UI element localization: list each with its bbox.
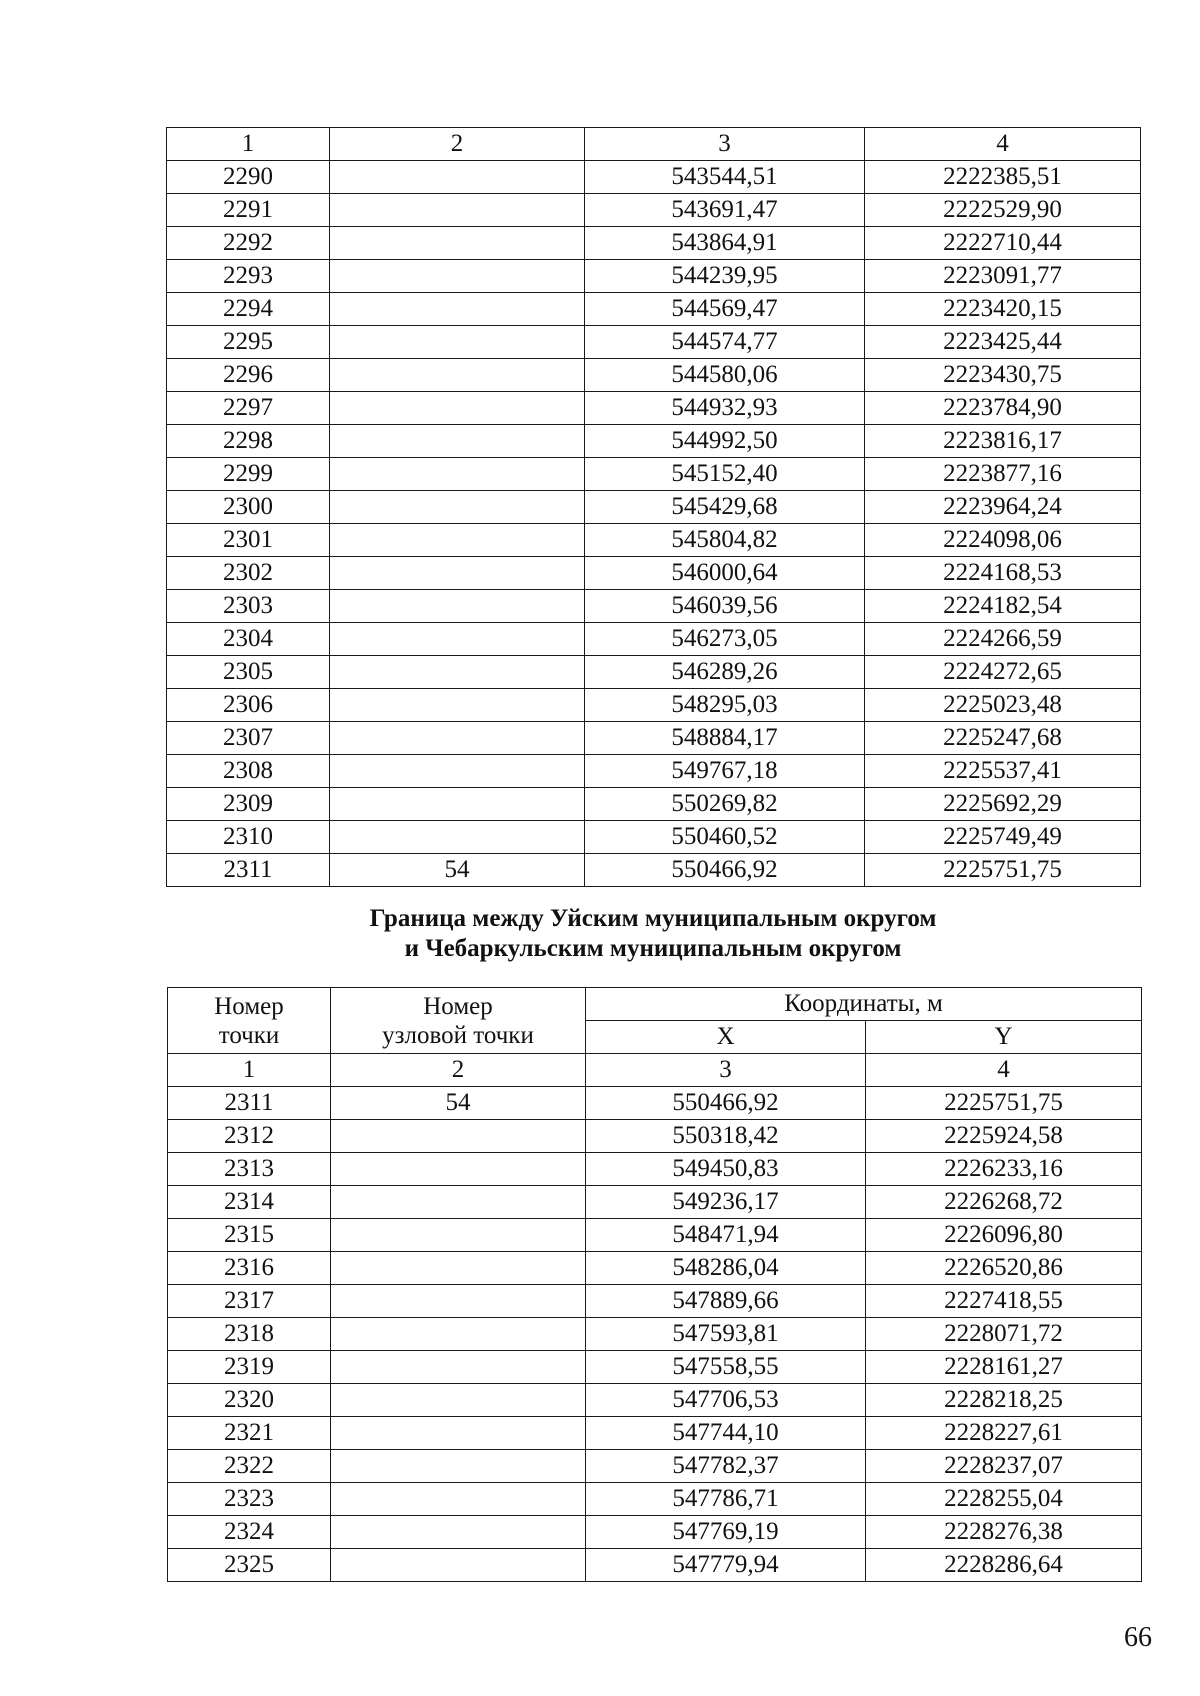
x-coordinate-cell: 547706,53 [586, 1384, 866, 1417]
node-point-cell [331, 1516, 586, 1549]
point-number-cell: 2325 [168, 1549, 331, 1582]
x-coordinate-cell: 547558,55 [586, 1351, 866, 1384]
y-coordinate-cell: 2226233,16 [866, 1153, 1142, 1186]
y-coordinate-cell: 2223430,75 [865, 359, 1141, 392]
x-coordinate-cell: 548884,17 [585, 722, 865, 755]
node-point-cell [330, 425, 585, 458]
x-coordinate-cell: 547889,66 [586, 1285, 866, 1318]
x-coordinate-cell: 547786,71 [586, 1483, 866, 1516]
point-number-cell: 2308 [167, 755, 330, 788]
x-coordinate-cell: 547769,19 [586, 1516, 866, 1549]
node-point-cell [330, 524, 585, 557]
column-number: 3 [585, 128, 865, 161]
y-coordinate-cell: 2228276,38 [866, 1516, 1142, 1549]
node-point-cell [331, 1417, 586, 1450]
point-number-cell: 2310 [167, 821, 330, 854]
table-row [168, 1384, 1142, 1417]
point-number-header: Номер точки [168, 988, 331, 1054]
header-row [168, 988, 1142, 1021]
point-number-cell: 2316 [168, 1252, 331, 1285]
x-header: X [586, 1021, 866, 1054]
node-point-cell [331, 1318, 586, 1351]
point-number-cell: 2295 [167, 326, 330, 359]
table-row [167, 359, 1141, 392]
table-row [167, 854, 1141, 887]
point-number-cell: 2317 [168, 1285, 331, 1318]
table-row [167, 458, 1141, 491]
point-number-cell: 2299 [167, 458, 330, 491]
y-coordinate-cell: 2226520,86 [866, 1252, 1142, 1285]
node-point-cell [331, 1219, 586, 1252]
table-row [167, 293, 1141, 326]
column-number: 4 [865, 128, 1141, 161]
x-coordinate-cell: 549450,83 [586, 1153, 866, 1186]
y-coordinate-cell: 2228218,25 [866, 1384, 1142, 1417]
node-point-cell [330, 557, 585, 590]
x-coordinate-cell: 549767,18 [585, 755, 865, 788]
x-coordinate-cell: 544932,93 [585, 392, 865, 425]
node-point-number-header: Номер узловой точки [331, 988, 586, 1054]
table-row [167, 524, 1141, 557]
table-row [168, 1351, 1142, 1384]
point-number-cell: 2320 [168, 1384, 331, 1417]
x-coordinate-cell: 547782,37 [586, 1450, 866, 1483]
y-coordinate-cell: 2225247,68 [865, 722, 1141, 755]
node-point-cell [330, 656, 585, 689]
y-header: Y [866, 1021, 1142, 1054]
x-coordinate-cell: 546039,56 [585, 590, 865, 623]
node-point-cell [330, 722, 585, 755]
point-number-cell: 2304 [167, 623, 330, 656]
node-point-cell [331, 1549, 586, 1582]
point-number-cell: 2296 [167, 359, 330, 392]
point-number-cell: 2313 [168, 1153, 331, 1186]
node-point-cell [330, 359, 585, 392]
node-point-cell [331, 1153, 586, 1186]
point-number-cell: 2290 [167, 161, 330, 194]
boundary-coordinates-table [167, 987, 1142, 1582]
node-point-cell: 54 [331, 1087, 586, 1120]
node-point-cell [330, 293, 585, 326]
x-coordinate-cell: 543864,91 [585, 227, 865, 260]
node-point-cell [330, 590, 585, 623]
y-coordinate-cell: 2222385,51 [865, 161, 1141, 194]
point-number-cell: 2309 [167, 788, 330, 821]
x-coordinate-cell: 545152,40 [585, 458, 865, 491]
y-coordinate-cell: 2225692,29 [865, 788, 1141, 821]
point-number-cell: 2324 [168, 1516, 331, 1549]
x-coordinate-cell: 550318,42 [586, 1120, 866, 1153]
table-row [167, 656, 1141, 689]
y-coordinate-cell: 2228237,07 [866, 1450, 1142, 1483]
y-coordinate-cell: 2223816,17 [865, 425, 1141, 458]
x-coordinate-cell: 544239,95 [585, 260, 865, 293]
node-point-cell [331, 1351, 586, 1384]
y-coordinate-cell: 2228227,61 [866, 1417, 1142, 1450]
column-number: 1 [168, 1054, 331, 1087]
column-number: 3 [586, 1054, 866, 1087]
y-coordinate-cell: 2228071,72 [866, 1318, 1142, 1351]
y-coordinate-cell: 2225751,75 [866, 1087, 1142, 1120]
point-number-cell: 2291 [167, 194, 330, 227]
y-coordinate-cell: 2224168,53 [865, 557, 1141, 590]
y-coordinate-cell: 2224182,54 [865, 590, 1141, 623]
table-row [167, 260, 1141, 293]
section-heading-line: и Чебаркульским муниципальным округом [404, 935, 902, 962]
y-coordinate-cell: 2224266,59 [865, 623, 1141, 656]
y-coordinate-cell: 2226268,72 [866, 1186, 1142, 1219]
section-heading [166, 904, 1140, 964]
y-coordinate-cell: 2228161,27 [866, 1351, 1142, 1384]
x-coordinate-cell: 550269,82 [585, 788, 865, 821]
y-coordinate-cell: 2222710,44 [865, 227, 1141, 260]
point-number-cell: 2312 [168, 1120, 331, 1153]
node-point-cell [330, 623, 585, 656]
y-coordinate-cell: 2223425,44 [865, 326, 1141, 359]
table-row [168, 1153, 1142, 1186]
table-row [168, 1219, 1142, 1252]
column-number: 1 [167, 128, 330, 161]
x-coordinate-cell: 545804,82 [585, 524, 865, 557]
table-row [167, 557, 1141, 590]
table-row [168, 1318, 1142, 1351]
node-point-cell [331, 1120, 586, 1153]
x-coordinate-cell: 550466,92 [585, 854, 865, 887]
y-coordinate-cell: 2227418,55 [866, 1285, 1142, 1318]
y-coordinate-cell: 2223420,15 [865, 293, 1141, 326]
point-number-cell: 2300 [167, 491, 330, 524]
table-row [167, 227, 1141, 260]
table-row [167, 788, 1141, 821]
x-coordinate-cell: 547744,10 [586, 1417, 866, 1450]
point-number-cell: 2311 [168, 1087, 331, 1120]
coordinates-table-continued [166, 127, 1141, 887]
table-row [167, 491, 1141, 524]
y-coordinate-cell: 2228255,04 [866, 1483, 1142, 1516]
table-row [168, 1417, 1142, 1450]
y-coordinate-cell: 2228286,64 [866, 1549, 1142, 1582]
table-row [167, 821, 1141, 854]
node-point-cell [330, 458, 585, 491]
table-row [168, 1549, 1142, 1582]
table-row [167, 623, 1141, 656]
node-point-cell [330, 689, 585, 722]
column-number: 4 [866, 1054, 1142, 1087]
x-coordinate-cell: 544580,06 [585, 359, 865, 392]
point-number-cell: 2305 [167, 656, 330, 689]
node-point-cell [330, 788, 585, 821]
table-row [167, 755, 1141, 788]
y-coordinate-cell: 2224098,06 [865, 524, 1141, 557]
x-coordinate-cell: 544574,77 [585, 326, 865, 359]
x-coordinate-cell: 550466,92 [586, 1087, 866, 1120]
node-point-cell [330, 194, 585, 227]
x-coordinate-cell: 548286,04 [586, 1252, 866, 1285]
y-coordinate-cell: 2225751,75 [865, 854, 1141, 887]
table-row [167, 689, 1141, 722]
y-coordinate-cell: 2223877,16 [865, 458, 1141, 491]
node-point-cell [331, 1384, 586, 1417]
point-number-cell: 2323 [168, 1483, 331, 1516]
node-point-cell: 54 [330, 854, 585, 887]
table-body [168, 988, 1142, 1582]
y-coordinate-cell: 2223091,77 [865, 260, 1141, 293]
table-row [168, 1186, 1142, 1219]
point-number-cell: 2311 [167, 854, 330, 887]
y-coordinate-cell: 2225749,49 [865, 821, 1141, 854]
table-row [167, 161, 1141, 194]
table-row [167, 590, 1141, 623]
point-number-cell: 2318 [168, 1318, 331, 1351]
x-coordinate-cell: 547593,81 [586, 1318, 866, 1351]
column-number: 2 [331, 1054, 586, 1087]
point-number-cell: 2298 [167, 425, 330, 458]
x-coordinate-cell: 543691,47 [585, 194, 865, 227]
point-number-cell: 2293 [167, 260, 330, 293]
table-row [168, 1483, 1142, 1516]
section-heading-line: Граница между Уйским муниципальным округом [369, 905, 937, 932]
point-number-cell: 2306 [167, 689, 330, 722]
coordinates-header: Координаты, м [586, 988, 1142, 1021]
point-number-cell: 2321 [168, 1417, 331, 1450]
point-number-cell: 2322 [168, 1450, 331, 1483]
x-coordinate-cell: 546289,26 [585, 656, 865, 689]
table-row [167, 194, 1141, 227]
node-point-cell [330, 260, 585, 293]
x-coordinate-cell: 545429,68 [585, 491, 865, 524]
x-coordinate-cell: 546000,64 [585, 557, 865, 590]
point-number-cell: 2319 [168, 1351, 331, 1384]
node-point-cell [330, 755, 585, 788]
x-coordinate-cell: 544992,50 [585, 425, 865, 458]
node-point-cell [330, 161, 585, 194]
node-point-cell [331, 1252, 586, 1285]
point-number-cell: 2301 [167, 524, 330, 557]
y-coordinate-cell: 2224272,65 [865, 656, 1141, 689]
node-point-cell [330, 821, 585, 854]
y-coordinate-cell: 2226096,80 [866, 1219, 1142, 1252]
table-row [168, 1516, 1142, 1549]
column-number-row [168, 1054, 1142, 1087]
y-coordinate-cell: 2225924,58 [866, 1120, 1142, 1153]
node-point-cell [330, 392, 585, 425]
y-coordinate-cell: 2225537,41 [865, 755, 1141, 788]
point-number-cell: 2315 [168, 1219, 331, 1252]
x-coordinate-cell: 549236,17 [586, 1186, 866, 1219]
x-coordinate-cell: 544569,47 [585, 293, 865, 326]
y-coordinate-cell: 2223784,90 [865, 392, 1141, 425]
x-coordinate-cell: 543544,51 [585, 161, 865, 194]
table-body [167, 128, 1141, 887]
point-number-cell: 2307 [167, 722, 330, 755]
x-coordinate-cell: 548471,94 [586, 1219, 866, 1252]
point-number-cell: 2302 [167, 557, 330, 590]
table-row [167, 425, 1141, 458]
point-number-cell: 2314 [168, 1186, 331, 1219]
table-row [167, 392, 1141, 425]
x-coordinate-cell: 546273,05 [585, 623, 865, 656]
x-coordinate-cell: 550460,52 [585, 821, 865, 854]
node-point-cell [331, 1186, 586, 1219]
node-point-cell [330, 491, 585, 524]
y-coordinate-cell: 2223964,24 [865, 491, 1141, 524]
point-number-cell: 2294 [167, 293, 330, 326]
table-row [168, 1285, 1142, 1318]
y-coordinate-cell: 2222529,90 [865, 194, 1141, 227]
column-number: 2 [330, 128, 585, 161]
x-coordinate-cell: 548295,03 [585, 689, 865, 722]
node-point-cell [331, 1483, 586, 1516]
point-number-cell: 2303 [167, 590, 330, 623]
node-point-cell [330, 227, 585, 260]
node-point-cell [331, 1450, 586, 1483]
column-number-row [167, 128, 1141, 161]
table-row [168, 1450, 1142, 1483]
table-row [167, 722, 1141, 755]
table-row [167, 326, 1141, 359]
node-point-cell [331, 1285, 586, 1318]
x-coordinate-cell: 547779,94 [586, 1549, 866, 1582]
table-row [168, 1120, 1142, 1153]
point-number-cell: 2297 [167, 392, 330, 425]
node-point-cell [330, 326, 585, 359]
page-number: 66 [1124, 1622, 1152, 1653]
point-number-cell: 2292 [167, 227, 330, 260]
table-row [168, 1252, 1142, 1285]
table-row [168, 1087, 1142, 1120]
y-coordinate-cell: 2225023,48 [865, 689, 1141, 722]
